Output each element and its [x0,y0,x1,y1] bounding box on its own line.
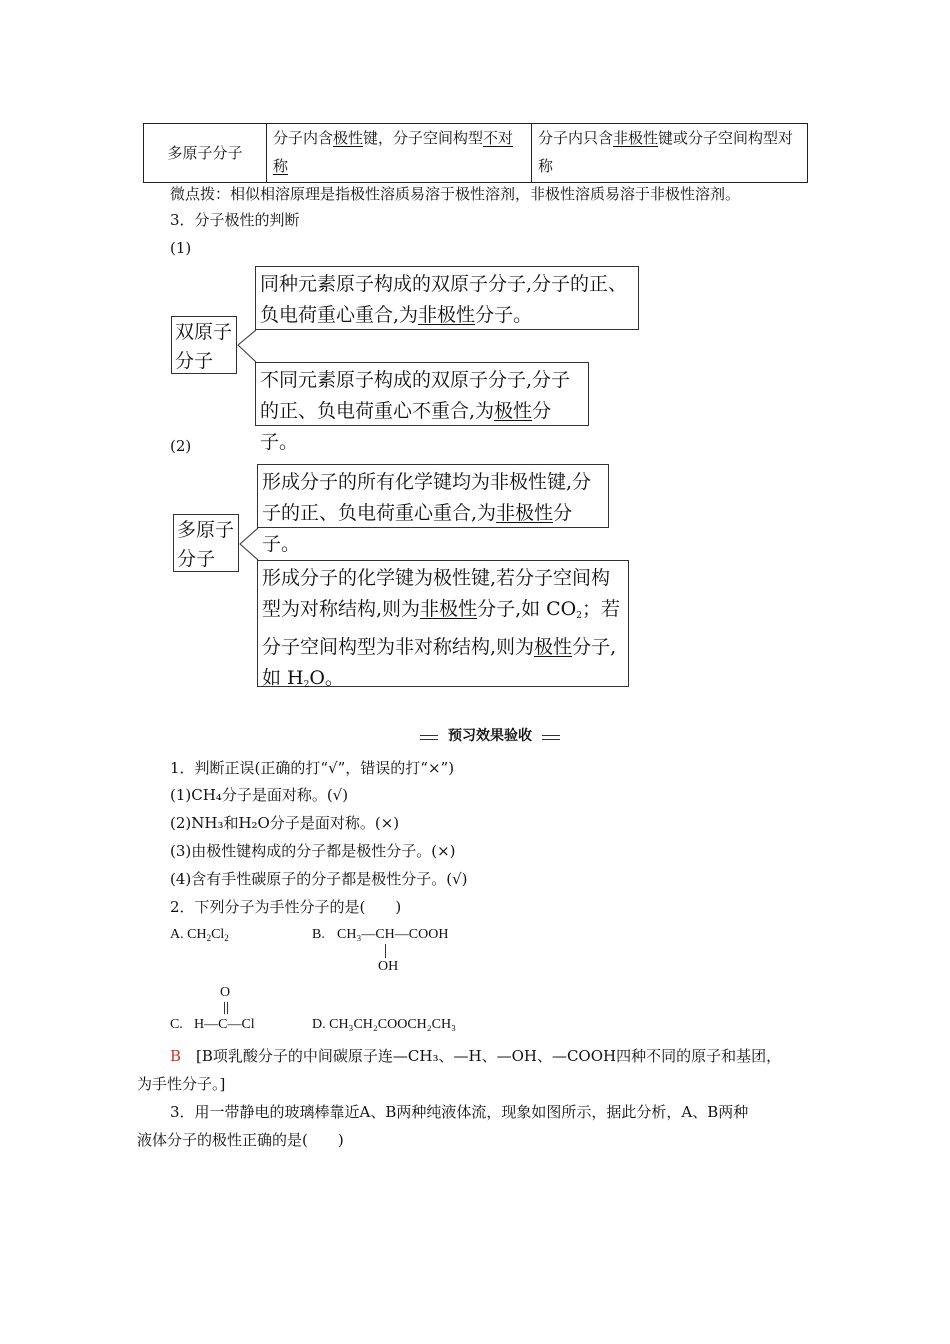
label-line: 分子 [175,350,214,372]
label-line: 多原子 [177,519,235,541]
part-label: (2) [170,437,192,455]
list-item: (1)CH₄分子是面对称。(√) [170,786,349,804]
option-b-label: B. [312,927,325,942]
diatomic-same-box [255,266,639,330]
answer-explanation: [B项乳酸分子的中间碳原子连—CH₃、—H、—OH、—COOH四种不同的原子和基团， [196,1047,782,1065]
double-bond [224,1002,228,1014]
option-b-oh: OH [378,959,399,974]
subscript: 2 [224,933,229,943]
option-c-oxygen: O [220,985,231,1000]
text: 形成分子的所有化学键均为非极性键,分子的正、负电荷重心重合,为 [262,471,592,524]
answer-letter: B [170,1047,182,1065]
bond-line [385,944,386,958]
diatomic-diff-box [255,362,589,453]
text: 分子。 [475,304,533,326]
part-label: (1) [170,239,192,257]
q3-stem-cont: 液体分子的极性正确的是( ) [137,1131,344,1149]
answer-blank: 非极性 [613,129,659,147]
tip-text: 微点拨：相似相溶原理是指极性溶质易溶于极性溶剂，非极性溶质易溶于非极性溶剂。 [170,185,741,203]
option-a [170,926,229,947]
answer-blank: 不对称 [273,129,514,175]
polyatomic-nonpolar-box [257,464,609,555]
section-title: 3．分子极性的判断 [170,211,300,229]
answer-blank: 极性 [534,636,573,658]
q2-stem: 2．下列分子为手性分子的是( ) [170,898,402,916]
polar-cell [267,124,532,183]
option-c-label: C. [170,1017,183,1032]
text: 分子内含 [273,129,334,147]
answer-blank: 极性 [333,129,364,147]
list-item: (2)NH₃和H₂O分子是面对称。(×) [170,814,400,832]
text: 分子。 [262,502,573,555]
option-c-chain: H—C—Cl [194,1017,255,1032]
list-item: (3)由极性键构成的分子都是极性分子。(×) [170,842,456,860]
text: 分子。 [260,400,552,453]
text: 键或分子空间构型对称 [538,129,794,175]
label-line: 双原子 [175,321,233,343]
label-line: 分子 [177,548,216,570]
text: ；若分子空间构型为非对称结构,则为 [262,598,621,658]
polyatomic-label-box [173,514,239,572]
section-banner [420,726,560,746]
answer-blank: 非极性 [420,598,478,620]
table-row [144,124,808,183]
answer-blank: 极性 [494,400,533,422]
subscript: 2 [576,611,582,621]
text: O。 [309,667,344,689]
row-header: 多原子分子 [144,124,267,183]
text: A. CH [170,927,207,942]
q3-stem: 3．用一带静电的玻璃棒靠近A、B两种纯液体流，现象如图所示，据此分析，A、B两种 [170,1103,749,1121]
polyatomic-polar-box [257,560,629,690]
text: 同种元素原子构成的双原子分子,分子的正、负电荷重心重合,为 [260,273,628,326]
list-item: (4)含有手性碳原子的分子都是极性分子。(√) [170,870,468,888]
nonpolar-cell [532,124,808,183]
polarity-table [143,123,808,183]
text: Cl [211,927,225,942]
answer-line-cont: 为手性分子。] [137,1075,226,1093]
subscript: 2 [303,680,310,690]
banner-title: 预习效果验收 [438,726,542,746]
answer-blank: 非极性 [496,502,554,524]
option-b-chain: CH₃—CH—COOH [337,927,449,942]
option-d: D. CH₃CH₂COOCH₂CH₃ [312,1017,456,1032]
text: 键，分子空间构型 [363,129,484,147]
subscript: 2 [206,933,212,943]
q1-stem: 1．判断正误(正确的打“√”，错误的打“×”) [170,759,455,777]
text: 分子,如 CO [477,598,577,620]
answer-blank: 非极性 [418,304,476,326]
answer-line [170,1045,781,1067]
diatomic-label-box [171,316,237,374]
text: 不同元素原子构成的双原子分子,分子的正、负电荷重心不重合,为 [260,369,571,422]
text: 形成分子的化学键为极性键,若分子空间构型为对称结构,则为 [262,567,611,620]
text: 分子内只含 [538,129,614,147]
text: 分子,如 H [262,636,617,689]
